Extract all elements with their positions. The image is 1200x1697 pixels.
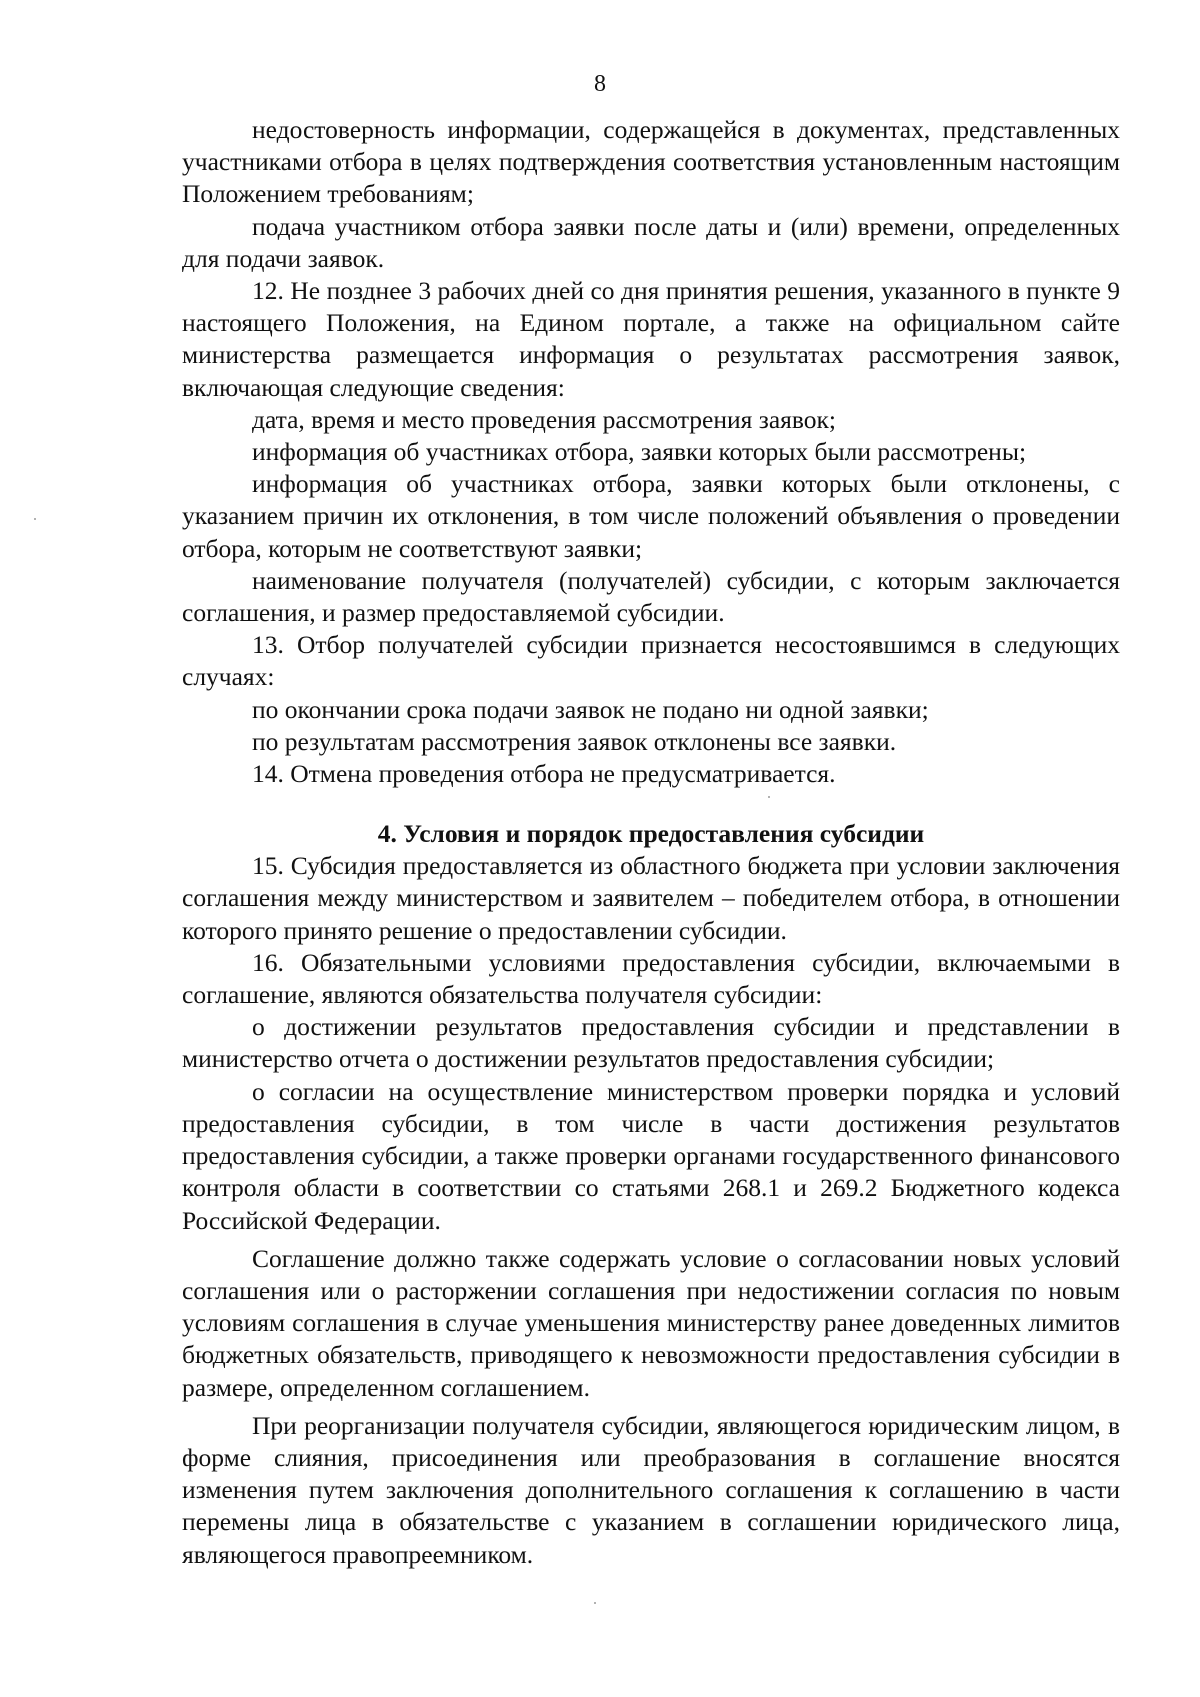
paragraph-item-12: 12. Не позднее 3 рабочих дней со дня принятия решения, указанного в пункте 9 настоящего Положения, на Едином портале, а также на официальном сайте министерства размещается информация о результатах рассмотрения заявок, включающая следующие сведения: <box>182 276 1120 402</box>
paragraph: о согласии на осуществление министерством проверки порядка и условий предоставления субсидии, в том числе в части достижения результатов предоставления субсидии, а также проверки органами государственного финансового контроля области в соответствии со статьями 268.1 и 269.2 Бюджетного кодекса Российской Федерации. <box>182 1076 1120 1235</box>
paragraph: Соглашение должно также содержать условие о согласовании новых условий соглашения или о расторжении соглашения при недостижении согласия по новым условиям соглашения в случае уменьшения министерству ранее доведенных лимитов бюджетных обязательств, приводящего к невозможности предоставления субсидии в размере, определенном соглашением. <box>182 1243 1120 1402</box>
paragraph: При реорганизации получателя субсидии, являющегося юридическим лицом, в форме слияния, присоединения или преобразования в соглашение вносятся изменения путем заключения дополнительного соглашения к соглашению в части перемены лица в обязательстве с указанием в соглашении юридического лица, являющегося правопреемником. <box>182 1410 1120 1569</box>
paragraph: по результатам рассмотрения заявок отклонены все заявки. <box>252 726 897 756</box>
paragraph-item-13: 13. Отбор получателей субсидии признается несостоявшимся в следующих случаях: <box>182 630 1120 692</box>
paragraph: подача участником отбора заявки после даты и (или) времени, определенных для подачи заявок. <box>182 211 1120 273</box>
paragraph-item-14: 14. Отмена проведения отбора не предусматривается. <box>252 759 836 789</box>
section-heading: 4. Условия и порядок предоставления субсидии <box>377 819 925 849</box>
paragraph: наименование получателя (получателей) субсидии, с которым заключается соглашения, и размер предоставляемой субсидии. <box>182 565 1120 628</box>
paragraph: дата, время и место проведения рассмотрения заявок; <box>252 404 836 434</box>
scan-speck <box>768 796 770 798</box>
paragraph: информация об участниках отбора, заявки которых были рассмотрены; <box>252 437 1027 467</box>
paragraph: по окончании срока подачи заявок не подано ни одной заявки; <box>252 694 929 724</box>
paragraph: информация об участниках отбора, заявки которых были отклонены, с указанием причин их отклонения, в том числе положений объявления о проведении отбора, которым не соответствуют заявки; <box>182 469 1120 563</box>
document-body <box>182 114 1120 1571</box>
scan-speck <box>34 518 36 520</box>
paragraph: о достижении результатов предоставления субсидии и представлении в министерство отчета о достижении результатов предоставления субсидии; <box>182 1012 1120 1074</box>
paragraph-item-16: 16. Обязательными условиями предоставления субсидии, включаемыми в соглашение, являются обязательства получателя субсидии: <box>182 947 1120 1010</box>
scan-speck <box>594 1602 596 1604</box>
paragraph-item-15: 15. Субсидия предоставляется из областного бюджета при условии заключения соглашения между министерством и заявителем – победителем отбора, в отношении которого принято решение о предоставлении субсидии. <box>182 851 1120 945</box>
page-number: 8 <box>594 71 606 97</box>
paragraph: недостоверность информации, содержащейся в документах, представленных участниками отбора в целях подтверждения соответствия установленным настоящим Положением требованиям; <box>182 115 1120 209</box>
